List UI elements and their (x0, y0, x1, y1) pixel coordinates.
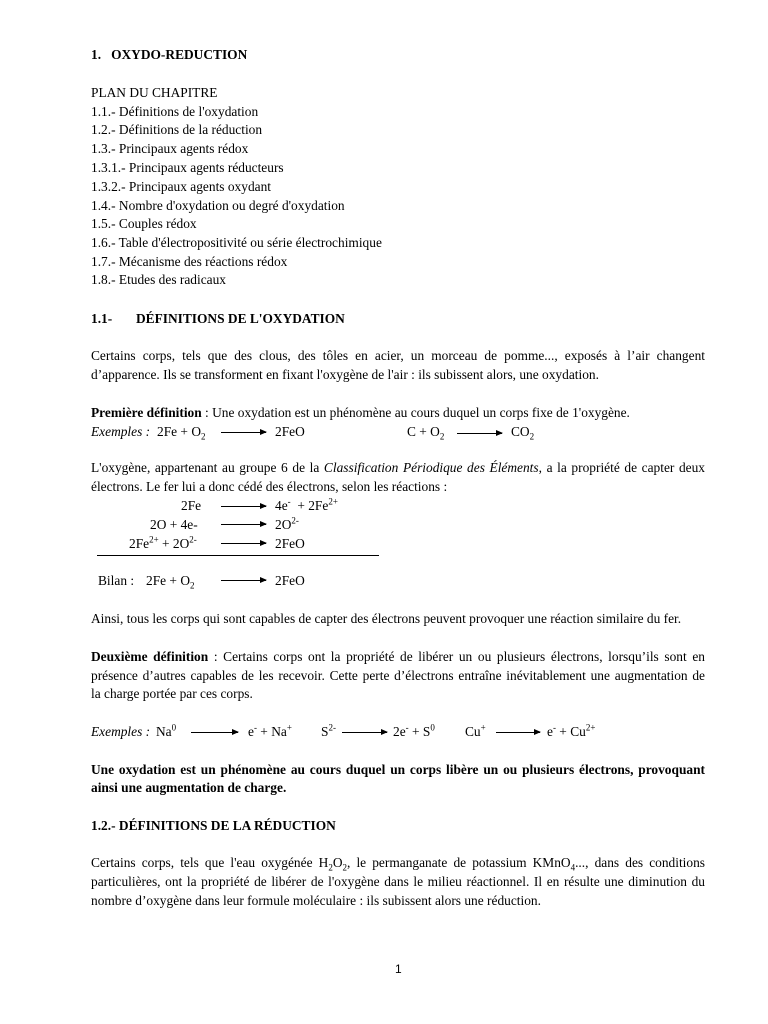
plan-item: 1.3.1.- Principaux agents réducteurs (91, 160, 284, 175)
reaction-reactant: $S^{2-}$ (321, 722, 336, 739)
reduction-line: particulières, ont la propriété de libérer de l'oxygène dans le milieu réactionnel. Il en résulte une diminution du (91, 874, 705, 889)
chapter-title: OXYDO-REDUCTION (111, 47, 248, 62)
reaction-reactant: $2Fe + O_2$ (157, 424, 206, 442)
reaction-product: 2FeO (275, 573, 305, 588)
first-definition (91, 405, 630, 421)
conclusion-line: ainsi une augmentation de charge. (91, 780, 287, 795)
second-definition: Deuxième définition : Certains corps ont la propriété de libérer un ou plusieurs électrons, lorsqu’ils sont en (91, 649, 705, 664)
reaction-product: 2FeO (275, 424, 305, 439)
chapter-heading (91, 47, 247, 63)
plan-item: 1.6.- Table d'électropositivité ou série électrochimique (91, 235, 382, 250)
sum-rule (97, 555, 379, 556)
reaction-arrow (221, 432, 266, 433)
definition-text: : Une oxydation est un phénomène au cours duquel un corps fixe de 1'oxygène. (201, 405, 630, 420)
plan-item: 1.3.2.- Principaux agents oxydant (91, 179, 271, 194)
reduction-line: Certains corps, tels que l'eau oxygénée $H_2O_2$, le permanganate de potassium KMnO$_4$..., dans des conditions (91, 855, 706, 873)
reaction-arrow (221, 580, 266, 581)
reaction-arrow (221, 506, 266, 507)
reaction-reactant: Cu+ (465, 722, 486, 739)
reaction-product: $e^- + Cu^{2+}$ (547, 722, 596, 739)
section-number: 1.1- (91, 311, 113, 326)
intro-line: d’apparence. Ils se transforment en fixant l'oxygène de l'air : ils subissent alors, une oxydation. (91, 367, 599, 382)
plan-item: 1.3.- Principaux agents rédox (91, 141, 249, 156)
definition-label: Deuxième définition (91, 649, 209, 664)
examples-label: Exemples : (91, 424, 151, 439)
section-title: DÉFINITIONS DE L'OXYDATION (136, 311, 345, 326)
definition-label: Première définition (91, 405, 202, 420)
conclusion-line: Une oxydation est un phénomène au cours duquel un corps libère un ou plusieurs électrons, provoquant (91, 762, 705, 777)
examples-label: Exemples : (91, 724, 151, 739)
reaction-product: $CO_2$ (511, 424, 535, 442)
reaction-reactant: $2Fe + O_2$ (146, 573, 195, 591)
definition-line: la charge portée par ces corps. (91, 686, 253, 701)
reaction-arrow (496, 732, 540, 733)
plan-title: PLAN DU CHAPITRE (91, 85, 218, 100)
plan-item: 1.5.- Couples rédox (91, 216, 197, 231)
reaction-product: 2FeO (275, 536, 305, 551)
intro-line: Certains corps, tels que des clous, des tôles en acier, un morceau de pomme..., exposés à l’air changent (91, 348, 705, 363)
reaction-arrow (221, 543, 266, 544)
reaction-reactant: 2Fe (181, 498, 202, 513)
reaction-reactant: $2Fe^{2+} + 2O^{2-}$ (129, 534, 197, 551)
plan-item: 1.4.- Nombre d'oxydation ou degré d'oxydation (91, 198, 345, 213)
oxygen-line: L'oxygène, appartenant au groupe 6 de la Classification Périodique des Éléments, a la propriété de capter deux (91, 460, 705, 475)
oxygen-line: électrons. Le fer lui a donc cédé des électrons, selon les réactions : (91, 479, 448, 494)
plan-item: 1.1.- Définitions de l'oxydation (91, 104, 259, 119)
reaction-reactant: Na$^0$ (156, 722, 177, 739)
reaction-arrow (342, 732, 387, 733)
bilan-label: Bilan : (98, 573, 135, 588)
reaction-arrow (191, 732, 238, 733)
reaction-product: e- + Na+ (248, 722, 292, 739)
plan-item: 1.2.- Définitions de la réduction (91, 122, 263, 137)
definition-line: présence d’autres capables de les recevoir. Cette perte d’électrons entraîne inévitablement une augmentation de (91, 668, 705, 683)
plan-item: 1.8.- Etudes des radicaux (91, 272, 226, 287)
reaction-product: $2O^{2-}$ (275, 515, 299, 532)
chapter-number: 1. (91, 47, 102, 62)
reduction-line: nombre d’oxygène dans leur formule moléculaire : ils subissent alors une réduction. (91, 893, 541, 908)
reaction-product: $4e^- + 2Fe^{2+}$ (275, 496, 338, 513)
paragraph: Ainsi, tous les corps qui sont capables de capter des électrons peuvent provoquer une réaction similaire du fer. (91, 611, 682, 626)
page-number: 1 (395, 962, 402, 976)
reaction-reactant: 2O + 4e- (150, 517, 198, 532)
reaction-arrow (221, 524, 266, 525)
section-title: 1.2.- DÉFINITIONS DE LA RÉDUCTION (91, 818, 336, 833)
reaction-product: $2e^- + S^0$ (393, 722, 435, 739)
reaction-reactant: $C + O_2$ (407, 424, 445, 442)
reaction-arrow (457, 433, 502, 434)
plan-item: 1.7.- Mécanisme des réactions rédox (91, 254, 288, 269)
